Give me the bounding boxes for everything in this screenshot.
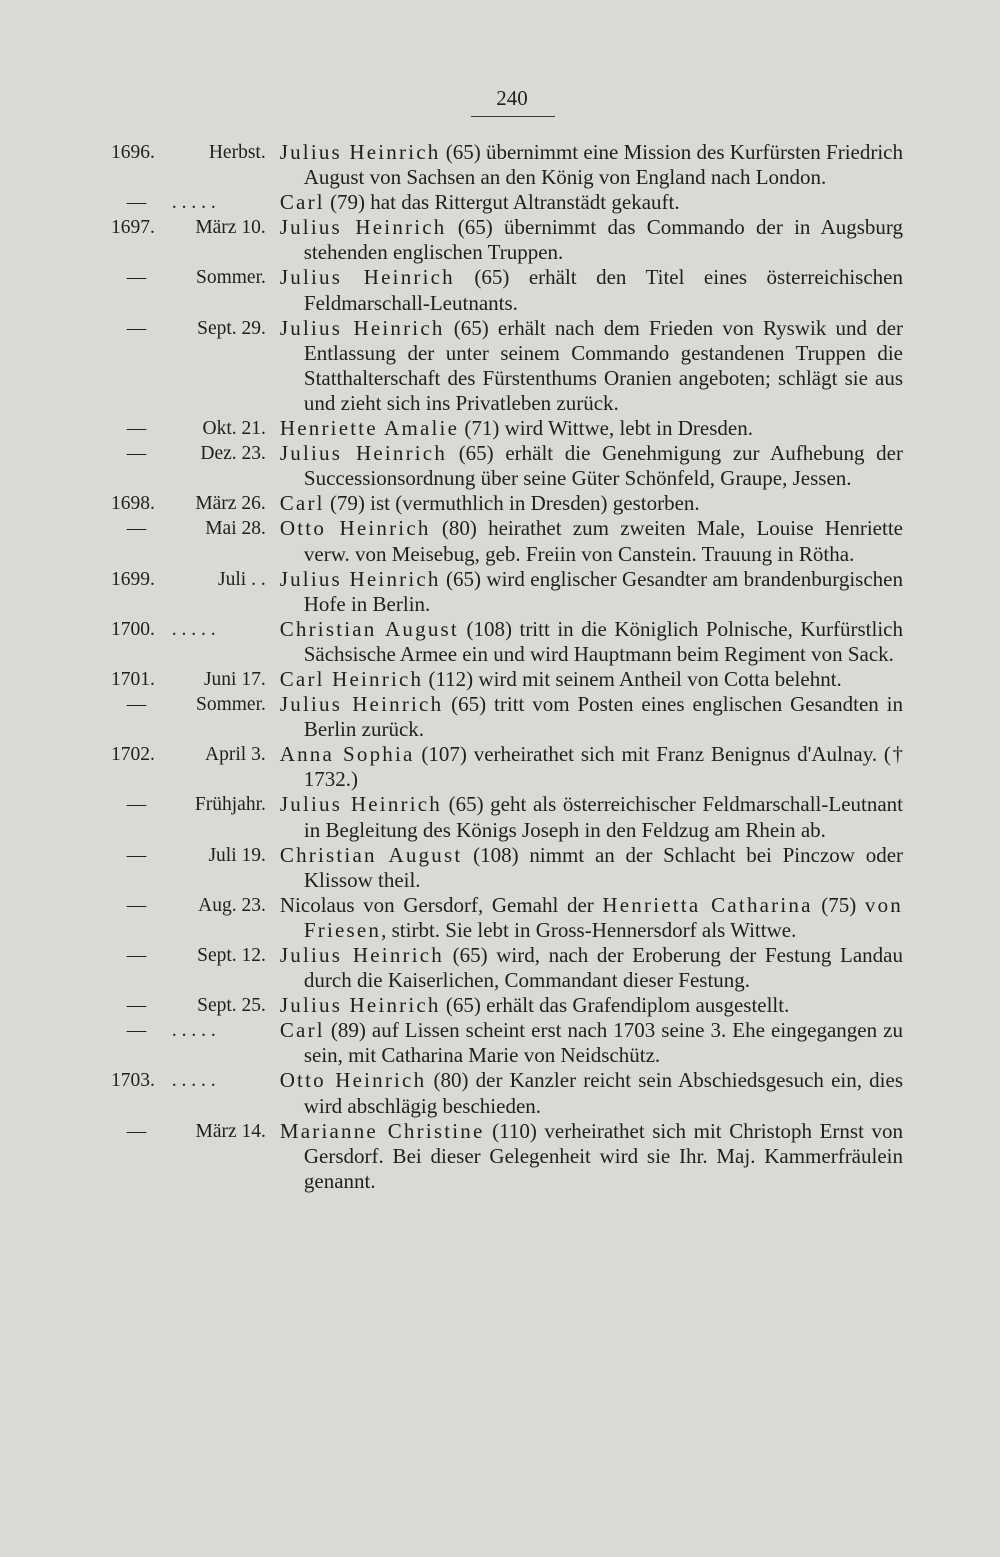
entry-year: 1697.	[111, 217, 155, 239]
entry-text	[280, 617, 903, 667]
entry-date: Sept. 29.	[197, 317, 266, 339]
entry-year: —	[126, 192, 147, 214]
chronology-list	[111, 140, 903, 1194]
person-name: Christian August	[279, 842, 463, 867]
entry-text	[280, 316, 903, 416]
entry-date: Sommer.	[196, 267, 266, 289]
entry-year: —	[126, 995, 147, 1017]
chronology-entry	[111, 1119, 903, 1194]
chronology-entry	[111, 993, 903, 1018]
entry-date: Okt. 21.	[202, 418, 266, 440]
entry-description: (71) wird Wittwe, lebt in Dresden.	[459, 416, 753, 441]
entry-text	[280, 190, 903, 215]
entry-year: —	[126, 267, 147, 289]
entry-text	[280, 516, 903, 566]
entry-text	[280, 692, 903, 742]
entry-description: (65) übernimmt das Commando der in Augsburg stehenden englischen Truppen.	[303, 215, 903, 265]
entry-text	[280, 792, 903, 842]
entry-description: (89) auf Lissen scheint erst nach 1703 seine 3. Ehe eingegangen zu sein, mit Catharina Marie von Neidschütz.	[303, 1018, 903, 1068]
entry-text	[280, 491, 903, 516]
chronology-entry	[111, 742, 903, 792]
person-name: Julius Heinrich	[279, 441, 448, 466]
entry-description: (65) geht als österreichischer Feldmarschall-Leutnant in Begleitung des Königs Joseph in den Feldzug am Rhein ab.	[303, 792, 904, 842]
entry-date: Sommer.	[196, 694, 266, 716]
chronology-entry	[111, 190, 903, 215]
entry-text	[280, 667, 903, 692]
entry-text	[280, 1119, 903, 1194]
chronology-entry	[111, 667, 903, 692]
person-name: Henrietta Catharina	[602, 892, 813, 917]
entry-date: Aug. 23.	[198, 894, 266, 916]
entry-year: —	[126, 694, 147, 716]
entry-year: 1696.	[111, 142, 155, 163]
entry-date: März 26.	[195, 493, 266, 515]
entry-description: (80) der Kanzler reicht sein Abschiedsgesuch ein, dies wird abschlägig beschieden.	[303, 1068, 904, 1118]
entry-year: —	[126, 1120, 147, 1142]
entry-description: , stirbt. Sie lebt in Gross-Hennersdorf als Wittwe.	[381, 917, 797, 942]
entry-date: Juli . .	[218, 568, 266, 590]
chronology-entry	[111, 265, 903, 315]
entry-description: (65) tritt vom Posten eines englischen Gesandten in Berlin zurück.	[303, 692, 904, 742]
entry-description: Nicolaus von Gersdorf, Gemahl der	[279, 892, 603, 917]
entry-date: Herbst.	[208, 142, 266, 163]
entry-year: —	[126, 418, 147, 440]
entry-description: (112) wird mit seinem Antheil von Cotta belehnt.	[423, 666, 842, 691]
entry-description: (65) erhält nach dem Frieden von Ryswik und der Entlassung der unter seinem Commando gestandenen Truppen die Statthalterschaft des Fürstenthums Oranien angeboten; schlägt sie aus und zieht sich ins Privatleben zurück.	[303, 315, 904, 415]
person-name: Otto Heinrich	[279, 1068, 427, 1093]
person-name: Christian August	[279, 616, 459, 641]
chronology-entry	[111, 140, 903, 190]
entry-date: . . . . .	[171, 618, 216, 640]
person-name: Anna Sophia	[279, 742, 415, 767]
entry-date: März 14.	[195, 1120, 266, 1142]
entry-year: —	[126, 317, 147, 339]
entry-description: (75)	[812, 892, 865, 917]
entry-year: —	[126, 1020, 147, 1042]
person-name: Julius Heinrich	[279, 792, 442, 817]
chronology-entry	[111, 416, 903, 441]
chronology-entry	[111, 943, 903, 993]
chronology-entry	[111, 316, 903, 416]
entry-year: —	[126, 894, 147, 916]
chronology-entry	[111, 792, 903, 842]
chronology-entry	[111, 893, 903, 943]
entry-text	[280, 140, 903, 190]
entry-year: —	[126, 844, 147, 866]
person-name: Julius Heinrich	[279, 943, 444, 967]
entry-description: (65) wird, nach der Eroberung der Festung Landau durch die Kaiserlichen, Commandant dieser Festung.	[303, 943, 903, 993]
entry-date: Sept. 12.	[197, 945, 266, 966]
entry-description: (108) nimmt an der Schlacht bei Pinczow oder Klissow theil.	[303, 842, 904, 892]
entry-date: . . . . .	[171, 1070, 216, 1092]
entry-text	[280, 567, 903, 617]
entry-text	[280, 265, 903, 315]
chronology-entry	[111, 491, 903, 516]
page-number: 240	[496, 86, 528, 110]
entry-year: 1703.	[111, 1070, 155, 1092]
entry-text	[280, 441, 903, 491]
entry-description: (79) ist (vermuthlich in Dresden) gestorben.	[324, 491, 700, 516]
entry-year: —	[126, 945, 147, 966]
entry-text	[280, 1068, 903, 1118]
entry-description: (108) tritt in die Königlich Polnische, Kurfürstlich Sächsische Armee ein und wird Hauptmann beim Regiment von Sack.	[303, 616, 903, 666]
entry-description: (65) wird englischer Gesandter am brandenburgischen Hofe in Berlin.	[303, 566, 903, 616]
entry-date: Sept. 25.	[197, 995, 266, 1017]
entry-text	[280, 416, 903, 441]
chronology-entry	[111, 516, 903, 566]
person-name: Marianne Christine	[279, 1118, 485, 1143]
person-name: Julius Heinrich	[279, 692, 444, 717]
entry-year: 1698.	[111, 493, 155, 515]
entry-date: April 3.	[205, 744, 266, 766]
entry-text	[280, 993, 903, 1018]
entry-year: 1702.	[111, 744, 155, 766]
entry-description: (107) verheirathet sich mit Franz Benignus d'Aulnay. († 1732.)	[303, 742, 903, 792]
chronology-entry	[111, 843, 903, 893]
entry-year: —	[126, 443, 147, 465]
entry-year: 1701.	[111, 668, 155, 690]
person-name: Julius Heinrich	[279, 315, 445, 340]
entry-year: —	[126, 518, 147, 540]
chronology-entry	[111, 441, 903, 491]
person-name: Carl Heinrich	[279, 666, 424, 691]
chronology-entry	[111, 617, 903, 667]
chronology-entry	[111, 692, 903, 742]
entry-description: (110) verheirathet sich mit Christoph Ernst von Gersdorf. Bei dieser Gelegenheit wird sie Ihr. Maj. Kammerfräulein genannt.	[303, 1118, 904, 1193]
entry-description: (79) hat das Rittergut Altranstädt gekauft.	[324, 190, 680, 215]
entry-date: Mai 28.	[205, 518, 266, 540]
person-name: Julius Heinrich	[279, 140, 441, 164]
person-name: von Friesen	[303, 892, 903, 942]
chronology-entry	[111, 215, 903, 265]
chronology-entry	[111, 1018, 903, 1068]
entry-description: (65) erhält das Grafendiplom ausgestellt.	[440, 993, 790, 1018]
person-name: Carl	[279, 190, 325, 215]
entry-text	[280, 943, 903, 993]
entry-date: . . . . .	[171, 1020, 216, 1042]
entry-date: März 10.	[195, 217, 266, 239]
entry-description: (65) übernimmt eine Mission des Kurfürsten Friedrich August von Sachsen an den König von England nach London.	[303, 140, 904, 190]
person-name: Julius Heinrich	[279, 215, 447, 240]
page-number-rule	[471, 116, 555, 117]
entry-year: 1700.	[111, 618, 155, 640]
entry-text	[280, 893, 903, 943]
entry-text	[280, 742, 903, 792]
person-name: Julius Heinrich	[279, 566, 441, 591]
entry-text	[280, 1018, 903, 1068]
person-name: Otto Heinrich	[279, 516, 431, 541]
entry-date: Juli 19.	[208, 844, 266, 866]
entry-text	[280, 843, 903, 893]
entry-date: . . . . .	[171, 192, 216, 214]
entry-year: —	[126, 794, 147, 816]
person-name: Julius Heinrich	[279, 265, 455, 290]
person-name: Carl	[279, 1018, 325, 1043]
chronology-entry	[111, 567, 903, 617]
entry-text	[280, 215, 903, 265]
entry-date: Frühjahr.	[194, 794, 266, 816]
chronology-entry	[111, 1068, 903, 1118]
entry-description: (65) erhält die Genehmigung zur Aufhebung der Successionsordnung über seine Güter Schönfeld, Graupe, Jessen.	[303, 441, 903, 491]
entry-year: 1699.	[111, 568, 155, 590]
person-name: Carl	[279, 491, 325, 516]
entry-date: Juni 17.	[203, 668, 266, 690]
entry-description: (65) erhält den Titel eines österreichischen Feldmarschall-Leutnants.	[303, 265, 903, 315]
entry-description: (80) heirathet zum zweiten Male, Louise Henriette verw. von Meisebug, geb. Freiin von Canstein. Trauung in Rötha.	[303, 516, 903, 566]
entry-date: Dez. 23.	[200, 443, 266, 465]
person-name: Julius Heinrich	[279, 993, 441, 1018]
person-name: Henriette Amalie	[279, 416, 460, 441]
